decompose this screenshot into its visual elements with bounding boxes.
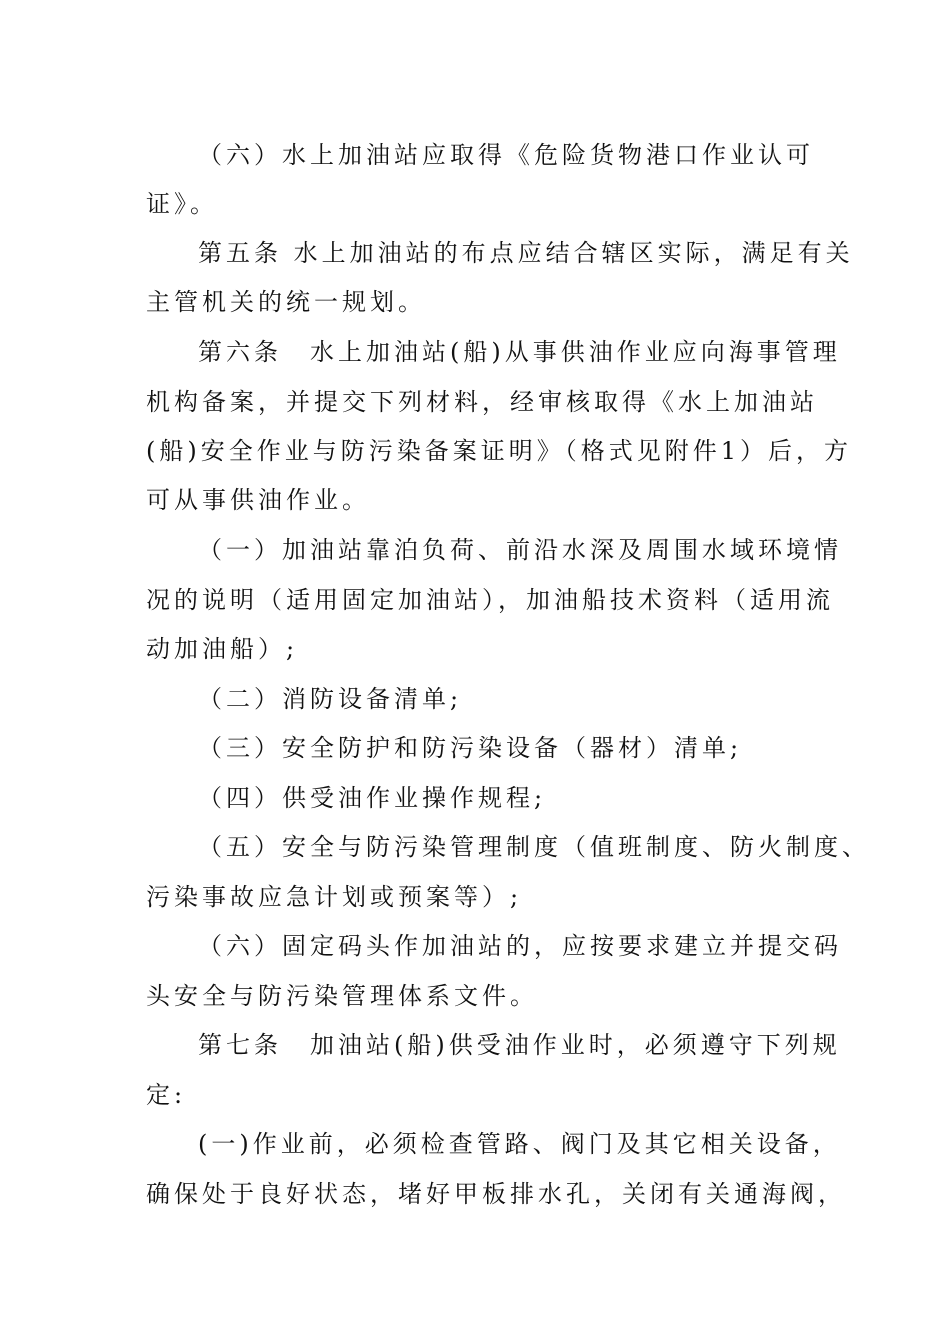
text-line: （五）安全与防污染管理制度（值班制度、防火制度、 xyxy=(198,833,870,861)
text-line: (一)作业前，必须检查管路、阀门及其它相关设备， xyxy=(198,1130,841,1158)
text-line: 况的说明（适用固定加油站），加油船技术资料（适用流 xyxy=(146,586,834,614)
text-line: 污染事故应急计划或预案等）; xyxy=(146,883,523,911)
text-line: （六）固定码头作加油站的，应按要求建立并提交码 xyxy=(198,932,842,960)
text-line: 头安全与防污染管理体系文件。 xyxy=(146,982,538,1010)
text-line: 定: xyxy=(146,1081,187,1109)
text-line: 可从事供油作业。 xyxy=(146,486,370,514)
text-line: 第七条 加油站(船)供受油作业时，必须遵守下列规 xyxy=(198,1031,841,1059)
text-line: （二）消防设备清单; xyxy=(198,685,463,713)
text-line: (船)安全作业与防污染备案证明》（格式见附件1）后，方 xyxy=(146,437,852,465)
text-line: 机构备案，并提交下列材料，经审核取得《水上加油站 xyxy=(146,388,818,416)
text-line: （三）安全防护和防污染设备（器材）清单; xyxy=(198,734,743,762)
text-line: 动加油船）; xyxy=(146,635,299,663)
text-line: （四）供受油作业操作规程; xyxy=(198,784,547,812)
text-line: 证》。 xyxy=(146,190,218,218)
text-line: 主管机关的统一规划。 xyxy=(146,288,426,316)
text-line: 确保处于良好状态，堵好甲板排水孔，关闭有关通海阀， xyxy=(146,1180,846,1208)
text-line: 第五条 水上加油站的布点应结合辖区实际，满足有关 xyxy=(198,239,854,267)
text-line: （一）加油站靠泊负荷、前沿水深及周围水域环境情 xyxy=(198,536,842,564)
text-line: 第六条 水上加油站(船)从事供油作业应向海事管理 xyxy=(198,338,841,366)
text-line: （六）水上加油站应取得《危险货物港口作业认可 xyxy=(198,141,814,169)
